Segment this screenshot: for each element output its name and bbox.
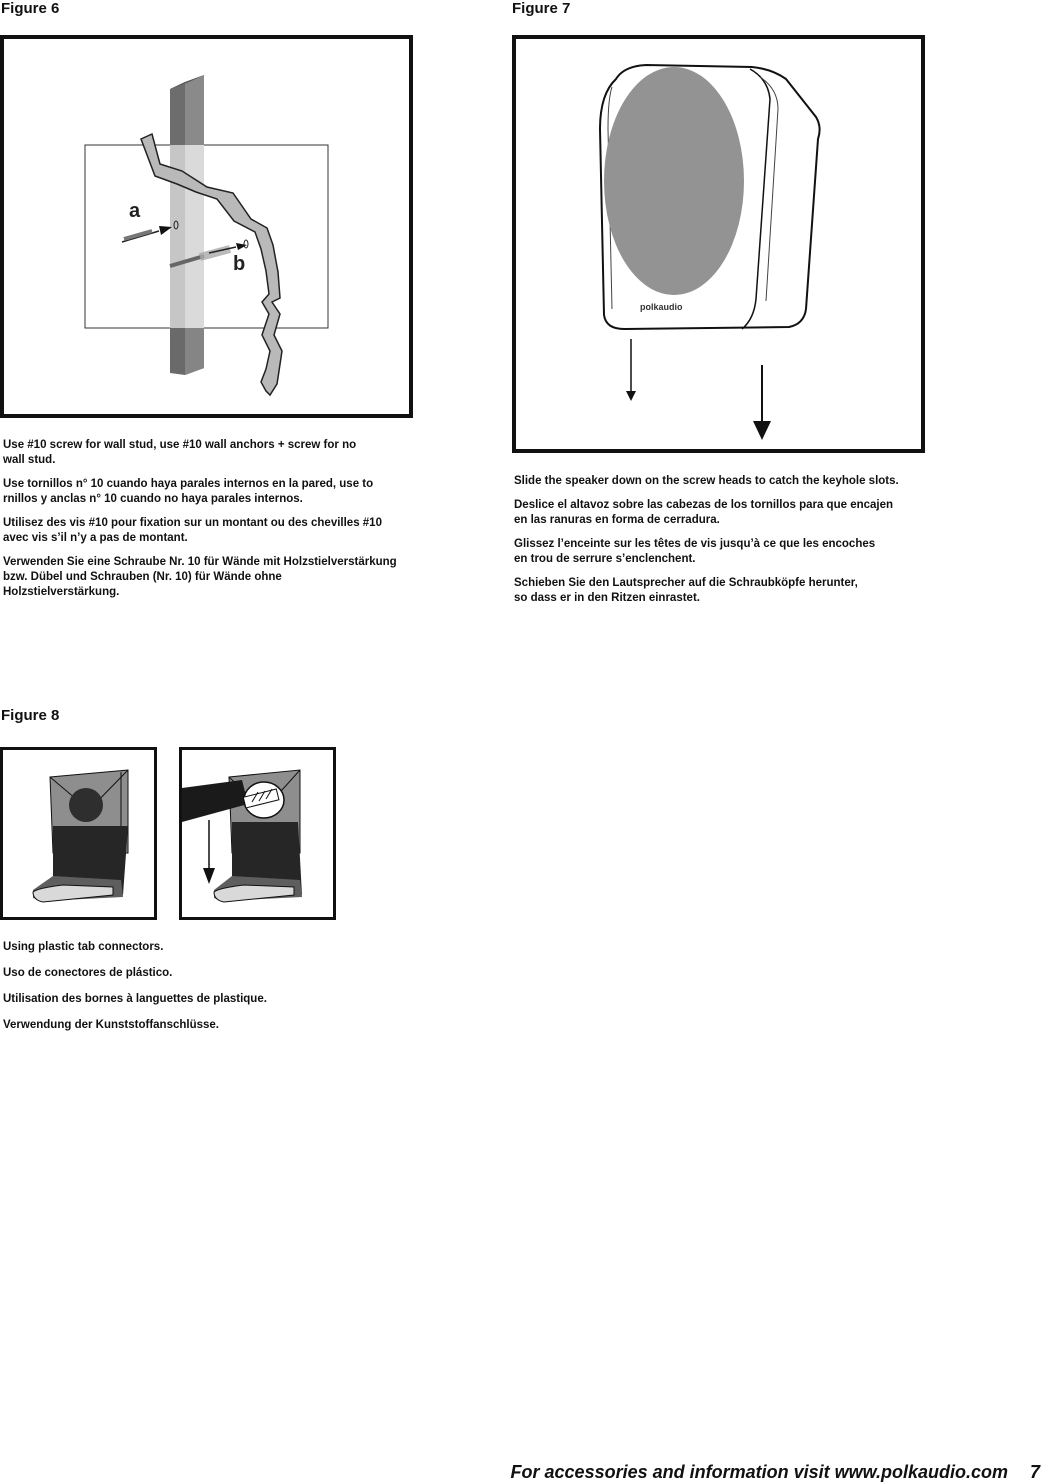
- caption-spanish: Use tornillos n° 10 cuando haya parales internos en la pared, use to rnillos y anclas n° 10 cuando no haya parales internos.: [3, 478, 374, 505]
- page-footer: [511, 1462, 1040, 1483]
- speaker-icon: [600, 65, 820, 329]
- speaker-grille: [604, 67, 744, 295]
- figure-8-illustration-left: [0, 747, 157, 920]
- wall-panel-outline: [85, 145, 328, 328]
- torn-wall-edge: [141, 134, 282, 395]
- caption-french: Utilisation des bornes à languettes de plastique.: [3, 993, 267, 1005]
- figure-6-label-a: a: [129, 200, 141, 222]
- page-number: 7: [1029, 1462, 1040, 1482]
- caption-english: Slide the speaker down on the screw heads to catch the keyhole slots.: [514, 475, 899, 487]
- caption-french: Glissez l’enceinte sur les têtes de vis jusqu’à ce que les encoches en trou de serrure s’enclenchent.: [514, 538, 876, 565]
- caption-english: Using plastic tab connectors.: [3, 941, 164, 953]
- figure-8-caption: [3, 940, 423, 1044]
- figure-7-title: Figure 7: [512, 0, 571, 17]
- figure-6-caption: [3, 438, 423, 609]
- caption-french: Utilisez des vis #10 pour fixation sur un montant ou des chevilles #10 avec vis s’il n’y a pas de montant.: [3, 517, 382, 544]
- figure-6-title: Figure 6: [1, 0, 60, 17]
- figure-6-label-b: b: [233, 253, 246, 275]
- footer-text: For accessories and information visit www.polkaudio.com: [510, 1462, 1008, 1482]
- caption-german: Schieben Sie den Lautsprecher auf die Schraubköpfe herunter, so dass er in den Ritzen einrastet.: [514, 577, 858, 604]
- arrow-down-icon: [753, 365, 771, 440]
- figure-6-illustration: [0, 35, 413, 418]
- caption-english: Use #10 screw for wall stud, use #10 wall anchors + screw for no wall stud.: [3, 439, 357, 466]
- figure-7-illustration: [512, 35, 925, 453]
- caption-spanish: Uso de conectores de plástico.: [3, 967, 173, 979]
- caption-german: Verwenden Sie eine Schraube Nr. 10 für Wände mit Holzstielverstärkung bzw. Dübel und Schrauben (Nr. 10) für Wände ohne Holzstielverstärkung.: [3, 556, 397, 598]
- caption-german: Verwendung der Kunststoffanschlüsse.: [3, 1019, 219, 1031]
- screw-a-icon: [122, 221, 178, 242]
- terminal-cup-icon: [33, 770, 128, 902]
- arrow-down-icon: [203, 820, 215, 884]
- terminal-hole: [69, 788, 103, 822]
- figure-7-caption: [514, 474, 934, 615]
- caption-spanish: Deslice el altavoz sobre las cabezas de los tornillos para que encajen en las ranuras en forma de cerradura.: [514, 499, 894, 526]
- arrow-down-icon: [626, 339, 636, 401]
- figure-8-illustration-right: [179, 747, 336, 920]
- polk-logo: polkaudio: [640, 302, 683, 312]
- figure-8-title: Figure 8: [1, 707, 60, 724]
